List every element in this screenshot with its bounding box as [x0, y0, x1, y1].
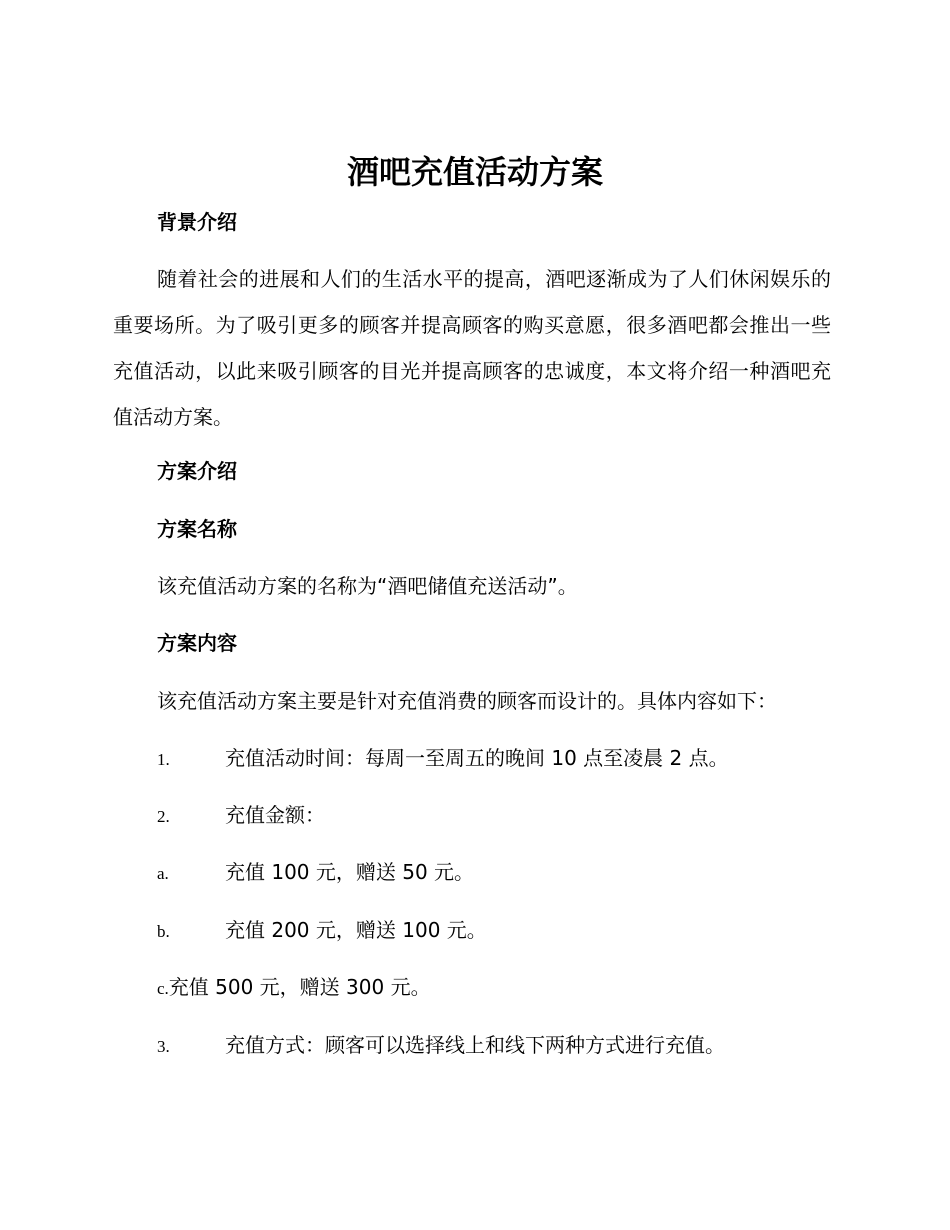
list-marker: 2.	[157, 807, 170, 826]
list-marker: 3.	[157, 1037, 170, 1056]
list-item-text: 充值金额：	[225, 803, 325, 827]
list-item-text: 充值方式：顾客可以选择线上和线下两种方式进行充值。	[225, 1033, 725, 1057]
list-item	[157, 973, 431, 1003]
list-marker: a.	[157, 864, 169, 883]
list-item-text: 充值 500 元，赠送 300 元。	[168, 975, 431, 999]
heading-plan: 方案介绍	[157, 459, 237, 483]
heading-plan-content: 方案内容	[157, 631, 237, 655]
list-marker: 1.	[157, 750, 170, 769]
background-paragraph: 随着社会的进展和人们的生活水平的提高，酒吧逐渐成为了人们休闲娱乐的重要场所。为了吸引更多的顾客并提高顾客的购买意愿，很多酒吧都会推出一些充值活动，以此来吸引顾客的目光并提高顾客的忠诚度，本文将介绍一种酒吧充值活动方案。	[113, 267, 831, 429]
list-item-text: 充值 200 元，赠送 100 元。	[225, 918, 487, 942]
list-item	[157, 858, 474, 888]
document-title: 酒吧充值活动方案	[346, 153, 603, 191]
list-marker: b.	[157, 922, 170, 941]
plan-content-intro: 该充值活动方案主要是针对充值消费的顾客而设计的。具体内容如下：	[157, 689, 777, 713]
list-item-text: 充值 100 元，赠送 50 元。	[225, 860, 475, 884]
list-item-text: 充值活动时间：每周一至周五的晚间 10 点至凌晨 2 点。	[225, 746, 729, 770]
list-item	[157, 744, 729, 774]
heading-plan-name: 方案名称	[157, 517, 237, 541]
list-marker: c.	[157, 979, 169, 998]
plan-name-text: 该充值活动方案的名称为“酒吧储值充送活动”。	[157, 574, 578, 598]
heading-background: 背景介绍	[157, 210, 237, 234]
list-item	[157, 1031, 725, 1061]
list-item	[157, 801, 325, 831]
list-item	[157, 916, 487, 946]
